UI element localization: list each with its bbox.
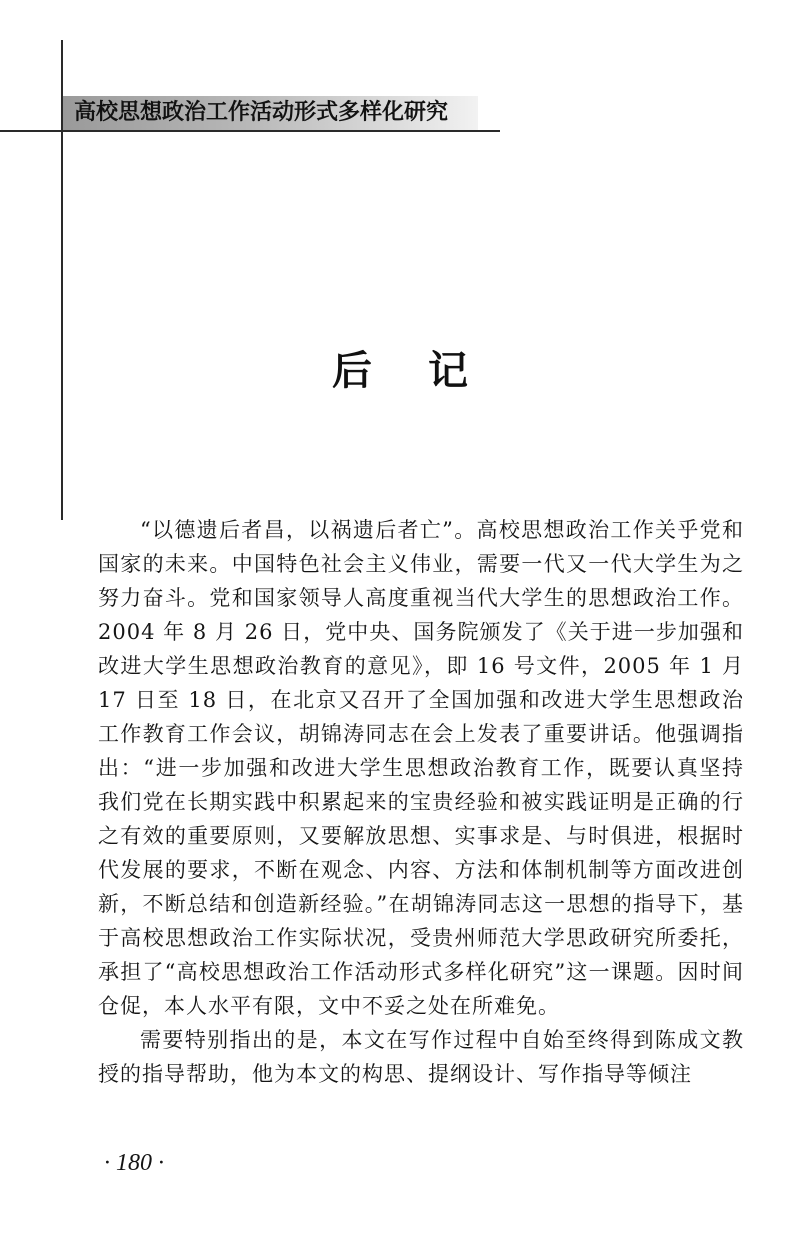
paragraph: “以德遗后者昌，以祸遗后者亡”。高校思想政治工作关乎党和国家的未来。中国特色社会主义伟业，需要一代又一代大学生为之努力奋斗。党和国家领导人高度重视当代大学生的思想政治工作。2004 年 8 月 26 日，党中央、国务院颁发了《关于进一步加强和改进大学生思想政治教育的意见》，即 16 号文件，2005 年 1 月 17 日至 18 日，在北京又召开了全国加强和改进大学生思想政治工作教育工作会议，胡锦涛同志在会上发表了重要讲话。他强调指出：“进一步加强和改进大学生思想政治教育工作，既要认真坚持我们党在长期实践中积累起来的宝贵经验和被实践证明是正确的行之有效的重要原则，又要解放思想、实事求是、与时俱进，根据时代发展的要求，不断在观念、内容、方法和体制机制等方面改进创新，不断总结和创造新经验。”在胡锦涛同志这一思想的指导下，基于高校思想政治工作实际状况，受贵州师范大学思政研究所委托，承担了“高校思想政治工作活动形式多样化研究”这一课题。因时间仓促，本人水平有限，文中不妥之处在所难免。 [98,518,744,1018]
body-text [98,513,744,1091]
running-head: 高校思想政治工作活动形式多样化研究 [74,100,449,125]
paragraph: 需要特别指出的是，本文在写作过程中自始至终得到陈成文教授的指导帮助，他为本文的构思、提纲设计、写作指导等倾注 [98,1028,744,1086]
horizontal-rule [0,130,500,132]
chapter-title: 后记 [332,347,524,394]
page-number: · 180 · [104,1150,164,1176]
